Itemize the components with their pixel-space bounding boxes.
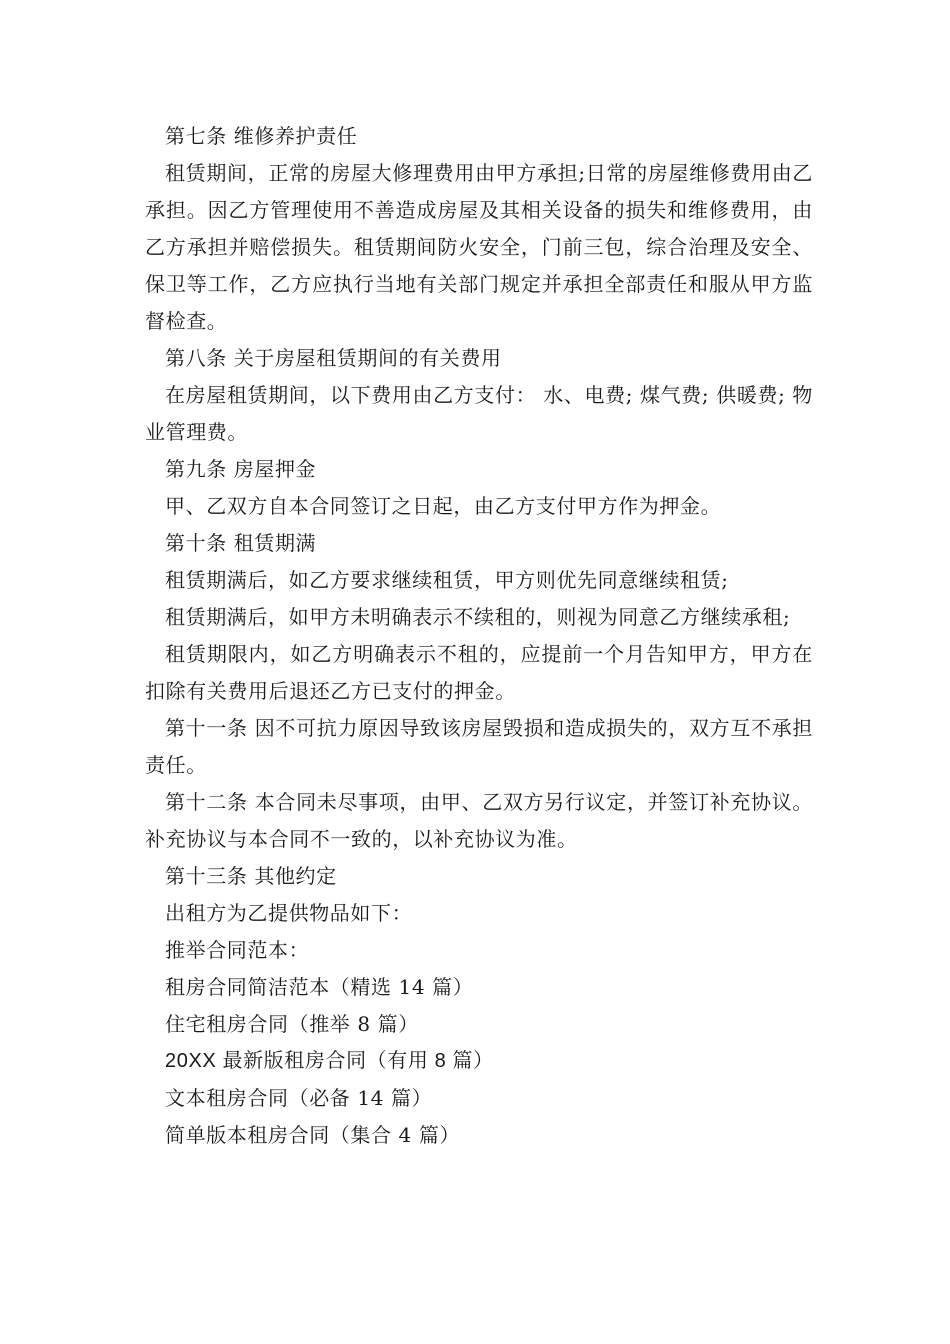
article-8-heading: 第八条 关于房屋租赁期间的有关费用 [165, 346, 502, 370]
article-8-body: 在房屋租赁期间，以下费用由乙方支付： 水、电费; 煤气费; 供暖费; 物业管理费。 [145, 383, 813, 444]
recommended-template-item: 文本租房合同（必备 14 篇） [165, 1086, 433, 1110]
recommended-template-item: 简单版本租房合同（集合 4 篇） [165, 1123, 461, 1147]
article-7-heading: 第七条 维修养护责任 [165, 124, 358, 148]
article-10-clause-3: 租赁期限内，如乙方明确表示不租的，应提前一个月告知甲方，甲方在扣除有关费用后退还乙方已支付的押金。 [145, 642, 813, 703]
article-7-body: 租赁期间，正常的房屋大修理费用由甲方承担;日常的房屋维修费用由乙承担。因乙方管理使用不善造成房屋及其相关设备的损失和维修费用，由乙方承担并赔偿损失。租赁期间防火安全，门前三包，综合治理及安全、保卫等工作，乙方应执行当地有关部门规定并承担全部责任和服从甲方监督检查。 [145, 161, 813, 333]
recommended-template-item: 住宅租房合同（推举 8 篇） [165, 1012, 419, 1036]
article-12: 第十二条 本合同未尽事项，由甲、乙双方另行议定，并签订补充协议。补充协议与本合同不一致的，以补充协议为准。 [145, 790, 813, 851]
document-body [145, 118, 813, 1154]
recommended-template-item: 20XX 最新版租房合同（有用 8 篇） [165, 1050, 494, 1072]
recommended-template-item: 租房合同简洁范本（精选 14 篇） [165, 975, 474, 999]
article-9-body: 甲、乙双方自本合同签订之日起，由乙方支付甲方作为押金。 [165, 494, 722, 518]
article-9-heading: 第九条 房屋押金 [165, 457, 317, 481]
article-10-clause-2: 租赁期满后，如甲方未明确表示不续租的，则视为同意乙方继续承租; [165, 605, 791, 629]
article-13-heading: 第十三条 其他约定 [165, 864, 337, 888]
article-10-heading: 第十条 租赁期满 [165, 531, 317, 555]
recommended-templates-heading: 推举合同范本： [165, 938, 310, 962]
article-11: 第十一条 因不可抗力原因导致该房屋毁损和造成损失的，双方互不承担责任。 [145, 716, 813, 777]
article-10-clause-1: 租赁期满后，如乙方要求继续租赁，甲方则优先同意继续租赁; [165, 568, 729, 592]
article-13-body: 出租方为乙提供物品如下： [165, 901, 413, 925]
